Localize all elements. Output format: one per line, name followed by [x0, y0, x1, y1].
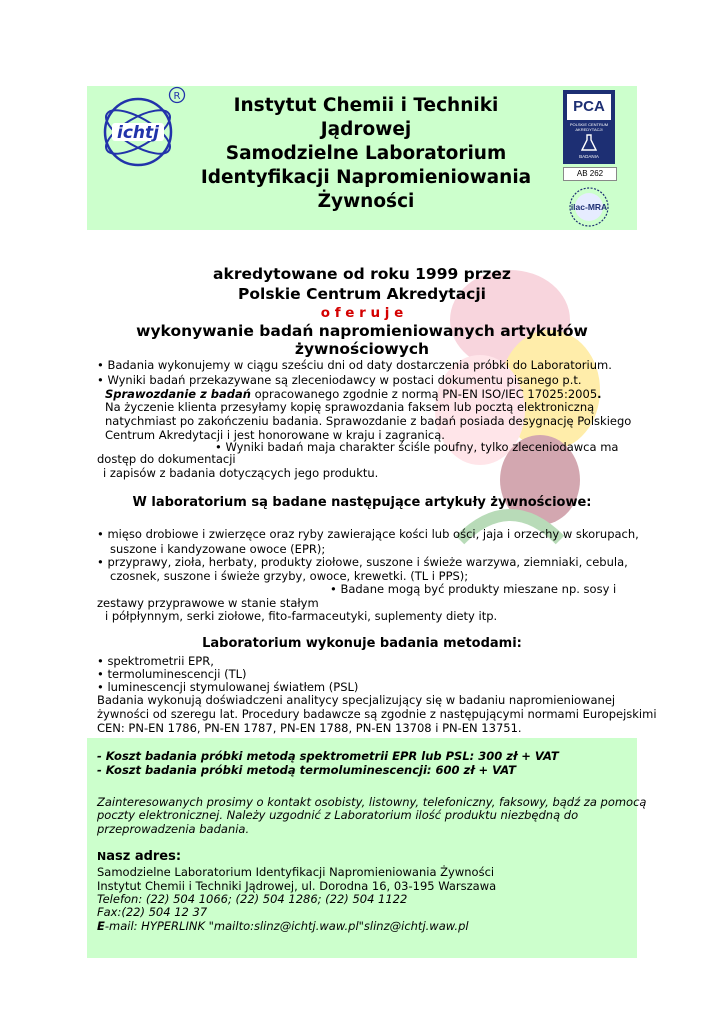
title-line: Instytut Chemii i Techniki — [233, 95, 499, 116]
pca-name: PCA — [567, 94, 611, 120]
logo-text: ichtj — [117, 123, 159, 143]
title-line: Jądrowej — [320, 119, 412, 140]
list-item: i zapisów z badania dotyczących jego produktu. — [103, 466, 379, 480]
list-item: i półpłynnym, serki ziołowe, fito-farmaceutyki, suplementy diety itp. — [105, 609, 498, 623]
registered-mark-icon — [168, 86, 186, 104]
list-item: • Wyniki badań przekazywane są zleceniodawcy w postaci dokumentu pisanego p.t. — [97, 373, 582, 387]
ichtj-logo — [98, 92, 178, 170]
list-item: • Badane mogą być produkty mieszane np. sosy i — [330, 582, 617, 596]
intro-line: Polskie Centrum Akredytacji — [238, 285, 486, 303]
list-item: • Wyniki badań maja charakter ściśle poufny, tylko zleceniodawca ma — [215, 440, 619, 454]
address-line: Samodzielne Laboratorium Identyfikacji Napromieniowania Żywności — [97, 865, 495, 879]
fax-line: Fax:(22) 504 12 37 — [97, 905, 208, 919]
list-item: Centrum Akredytacji i jest honorowane w kraju i zagranicą. — [105, 428, 445, 442]
pca-subtitle: POLSKIE CENTRUM AKREDYTACJI — [569, 122, 609, 132]
contact-note-line: Zainteresowanych prosimy o kontakt osobisty, listowny, telefoniczny, faksowy, bądź za pomocą — [97, 795, 647, 809]
list-item: • spektrometrii EPR, — [97, 654, 214, 668]
svg-text:R: R — [173, 91, 181, 102]
list-item: Na życzenie klienta przesyłamy kopię sprawozdania faksem lub pocztą elektroniczną — [105, 400, 595, 414]
offer-line: żywnościowych — [294, 340, 430, 358]
list-item: • przyprawy, zioła, herbaty, produkty ziołowe, suszone i świeże warzywa, ziemniaki, cebula, — [97, 555, 628, 569]
ilac-text: ilac-MRA — [570, 202, 608, 212]
list-item: suszone i kandyzowane owoce (EPR); — [110, 542, 326, 556]
title-line: Żywności — [317, 191, 415, 212]
contact-note-line: przeprowadzenia badania. — [97, 822, 250, 836]
price-line: - Koszt badania próbki metodą spektrometrii EPR lub PSL: 300 zł + VAT — [97, 749, 559, 763]
address-heading: Nasz adres: — [97, 849, 182, 864]
pca-label: BADANIA — [579, 154, 599, 159]
list-item: dostęp do dokumentacji — [97, 452, 236, 466]
intro-line: akredytowane od roku 1999 przez — [213, 265, 511, 283]
paragraph-line: żywności od szeregu lat. Procedury badawcze są zgodnie z następującymi normami Europejskimi — [97, 707, 657, 721]
title-line: Identyfikacji Napromieniowania — [200, 167, 532, 188]
list-item: • termoluminescencji (TL) — [97, 667, 247, 681]
title-line: Samodzielne Laboratorium — [225, 143, 507, 164]
list-item: Sprawozdanie z badań opracowanego zgodnie z normą PN-EN ISO/IEC 17025:2005. — [105, 387, 602, 401]
list-item: czosnek, suszone i świeże grzyby, owoce, krewetki. (TL i PPS); — [110, 569, 469, 583]
ilac-mra-logo — [563, 186, 615, 228]
address-line: Instytut Chemii i Techniki Jądrowej, ul. Dorodna 16, 03-195 Warszawa — [97, 879, 497, 893]
price-line: - Koszt badania próbki metodą termoluminescencji: 600 zł + VAT — [97, 763, 516, 777]
email-line[interactable]: E-mail: HYPERLINK "mailto:slinz@ichtj.waw.pl"slinz@ichtj.waw.pl — [97, 919, 469, 933]
list-item: zestawy przyprawowe w stanie stałym — [97, 596, 319, 610]
offers-label: o f e r u j e — [320, 305, 404, 321]
pca-accreditation-badge — [563, 90, 615, 164]
paragraph-line: CEN: PN-EN 1786, PN-EN 1787, PN-EN 1788, PN-EN 13708 i PN-EN 13751. — [97, 721, 522, 735]
list-item: • luminescencji stymulowanej światłem (PSL) — [97, 680, 359, 694]
page-title — [196, 94, 536, 214]
list-item: natychmiast po zakończeniu badania. Sprawozdanie z badań posiada desygnację Polskiego — [105, 414, 632, 428]
paragraph-line: Badania wykonują doświadczeni analitycy specjalizujący się w badaniu napromieniowanej — [97, 693, 616, 707]
flask-icon — [581, 134, 597, 152]
section-heading: Laboratorium wykonuje badania metodami: — [202, 636, 522, 651]
accreditation-number: AB 262 — [563, 167, 617, 181]
offer-line: wykonywanie badań napromieniowanych artykułów — [136, 322, 588, 340]
phone-line: Telefon: (22) 504 1066; (22) 504 1286; (22) 504 1122 — [97, 892, 408, 906]
section-heading: W laboratorium są badane następujące artykuły żywnościowe: — [132, 495, 592, 510]
list-item: • mięso drobiowe i zwierzęce oraz ryby zawierające kości lub ości, jaja i orzechy w skorupach, — [97, 527, 639, 541]
list-item: • Badania wykonujemy w ciągu sześciu dni od daty dostarczenia próbki do Laboratorium. — [97, 358, 612, 372]
contact-note-line: poczty elektronicznej. Należy uzgodnić z Laboratorium ilość produktu niezbędną do — [97, 808, 579, 822]
